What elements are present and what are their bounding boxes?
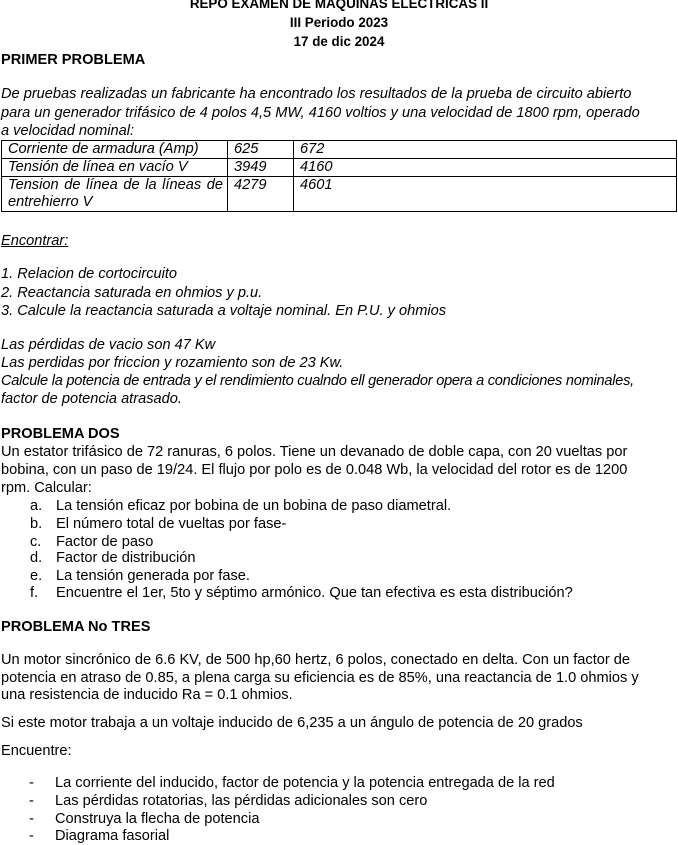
list-marker: a. (30, 498, 43, 514)
list-marker: c. (30, 534, 42, 550)
list-item-text: Factor de distribución (56, 550, 196, 566)
problem2-intro-line-1: Un estator trifásico de 72 ranuras, 6 polos. Tiene un devanado de doble capa, con 20 vueltas por (1, 444, 628, 460)
problem3-find-label: Encuentre: (1, 743, 72, 759)
list-item (30, 584, 573, 602)
list-marker: b. (30, 516, 43, 532)
losses-no-load: Las pérdidas de vacio son 47 Kw (1, 337, 216, 353)
power-question-line-1: Calcule la potencia de entrada y el rendimiento cualndo ell generador opera a condiciones nominales, (1, 373, 634, 389)
question-2: 2. Reactancia saturada en ohmios y p.u. (1, 285, 263, 301)
list-marker: - (29, 811, 34, 827)
list-marker: - (29, 828, 34, 844)
list-item-text: La tensión eficaz por bobina de un bobina de paso diametral. (56, 498, 452, 514)
list-item-text: Construya la flecha de potencia (55, 811, 260, 827)
list-item (29, 774, 555, 792)
list-item-text: Encuentre el 1er, 5to y séptimo armónico. Que tan efectiva es esta distribución? (56, 585, 573, 601)
power-question-line-2: factor de potencia atrasado. (1, 391, 182, 407)
list-item (29, 810, 259, 828)
problem1-intro-line-3: a velocidad nominal: (1, 123, 135, 139)
list-item (30, 515, 286, 533)
list-marker: - (29, 793, 34, 809)
list-marker: f. (30, 585, 39, 601)
list-item (30, 567, 250, 585)
problem1-heading: PRIMER PROBLEMA (1, 52, 146, 68)
table-cell-value: 3949 (228, 159, 294, 177)
list-item-text: La corriente del inducido, factor de potencia y la potencia entregada de la red (55, 775, 555, 791)
table-cell-value: 625 (228, 141, 294, 159)
problem1-intro-line-2: para un generador trifásico de 4 polos 4,5 MW, 4160 voltios y una velocidad de 1800 rpm, operado (1, 105, 640, 121)
problem2-intro-line-2: bobina, con un paso de 19/24. El flujo por polo es de 0.048 Wb, la velocidad del rotor es de 1200 (1, 462, 628, 478)
table-row (2, 159, 677, 177)
table-cell-value: 4160 (294, 159, 677, 177)
table-row (2, 141, 677, 159)
table-cell-label: Tensión de línea en vacío V (2, 159, 228, 177)
table-cell-label: Corriente de armadura (Amp) (2, 141, 228, 159)
exam-period: III Periodo 2023 (289, 15, 389, 30)
list-item-text: El número total de vueltas por fase- (56, 516, 287, 532)
problem1-intro-line-1: De pruebas realizadas un fabricante ha encontrado los resultados de la prueba de circuito abierto (1, 86, 632, 102)
problem2-heading: PROBLEMA DOS (1, 426, 120, 442)
list-marker: d. (30, 550, 43, 566)
table-cell-value: 4279 (228, 177, 294, 212)
find-label: Encontrar: (1, 233, 69, 249)
list-marker: e. (30, 568, 43, 584)
table-cell-label: Tension de línea de la líneas de entrehierro V (2, 177, 228, 212)
test-results-table (1, 140, 677, 212)
list-item-text: Diagrama fasorial (55, 828, 170, 844)
problem3-heading: PROBLEMA No TRES (1, 619, 151, 635)
exam-title: REPO EXAMEN DE MAQUINAS ELECTRICAS II (189, 0, 489, 11)
problem3-intro-line-2: potencia en atraso de 0.85, a plena carga su eficiencia es de 85%, una reactancia de 1.0 ohmios y (1, 670, 639, 686)
table-cell-value: 672 (294, 141, 677, 159)
losses-friction: Las perdidas por friccion y rozamiento son de 23 Kw. (1, 355, 344, 371)
problem2-intro-line-3: rpm. Calcular: (1, 480, 92, 496)
problem3-condition: Si este motor trabaja a un voltaje inducido de 6,235 a un ángulo de potencia de 20 grados (1, 715, 583, 731)
problem3-intro-line-1: Un motor sincrónico de 6.6 KV, de 500 hp,60 hertz, 6 polos, conectado en delta. Con un factor de (1, 652, 631, 668)
table-row (2, 177, 677, 212)
question-3: 3. Calcule la reactancia saturada a voltaje nominal. En P.U. y ohmios (1, 303, 447, 319)
problem3-intro-line-3: una resistencia de inducido Ra = 0.1 ohmios. (1, 687, 293, 703)
question-1: 1. Relacion de cortocircuito (1, 266, 178, 282)
list-item-text: La tensión generada por fase. (56, 568, 250, 584)
list-item-text: Factor de paso (56, 534, 154, 550)
list-item-text: Las pérdidas rotatorias, las pérdidas adicionales son cero (55, 793, 428, 809)
list-item (29, 792, 427, 810)
list-item (29, 827, 169, 845)
exam-date: 17 de dic 2024 (293, 34, 385, 49)
list-item (30, 549, 196, 567)
table-cell-value: 4601 (294, 177, 677, 212)
list-item (30, 497, 451, 515)
list-marker: - (29, 775, 34, 791)
